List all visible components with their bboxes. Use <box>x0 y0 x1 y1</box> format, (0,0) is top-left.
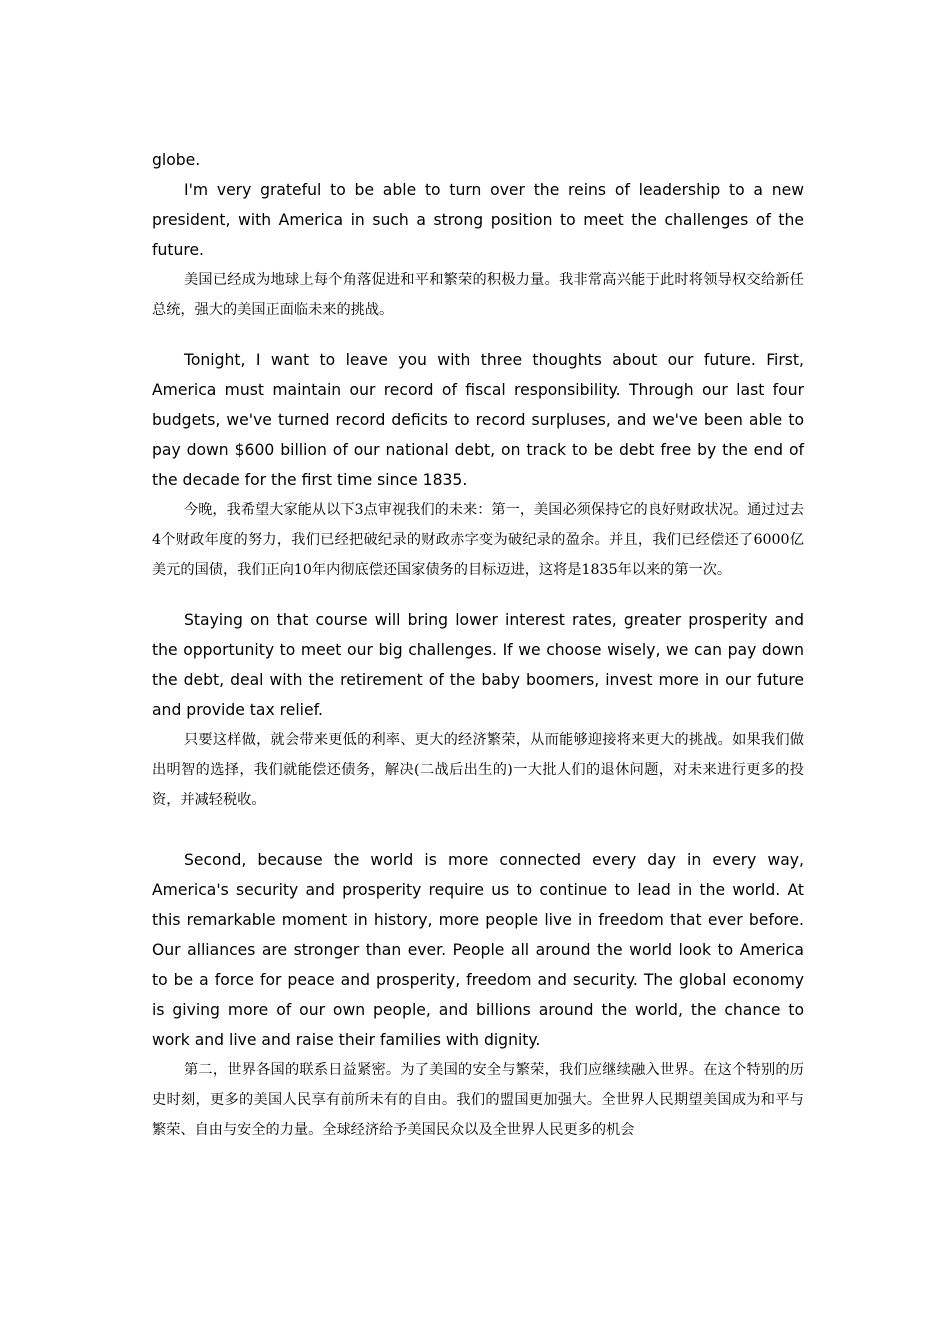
paragraph-grateful-en: I'm very grateful to be able to turn over the reins of leadership to a new president, with America in such a strong position to meet the challenges of the future. <box>152 181 804 259</box>
paragraph-globe: globe. <box>152 151 201 169</box>
paragraph-fiscal-zh: 今晚，我希望大家能从以下3点审视我们的未来：第一，美国必须保持它的良好财政状况。通过过去4个财政年度的努力，我们已经把破纪录的财政赤字变为破纪录的盈余。并且，我们已经偿还了6000亿美元的国债，我们正向10年内彻底偿还国家债务的目标迈进，这将是1835年以来的第一次。 <box>152 502 804 578</box>
paragraph-spacer <box>152 585 804 605</box>
paragraph-course-zh: 只要这样做，就会带来更低的利率、更大的经济繁荣，从而能够迎接将来更大的挑战。如果我们做出明智的选择，我们就能偿还债务，解决(二战后出生的)一大批人们的退休问题，对未来进行更多的投资，并减轻税收。 <box>152 732 804 808</box>
paragraph-course-en: Staying on that course will bring lower interest rates, greater prosperity and the opportunity to meet our big challenges. If we choose wisely, we can pay down the debt, deal with the retirement of the baby boomers, invest more in our future and provide tax relief. <box>152 611 804 719</box>
document-page <box>152 145 804 1145</box>
paragraph-grateful-zh: 美国已经成为地球上每个角落促进和平和繁荣的积极力量。我非常高兴能于此时将领导权交给新任总统，强大的美国正面临未来的挑战。 <box>152 272 804 318</box>
paragraph-fiscal-en: Tonight, I want to leave you with three thoughts about our future. First, America must maintain our record of fiscal responsibility. Through our last four budgets, we've turned record deficits to record surpluses, and we've been able to pay down $600 billion of our national debt, on track to be debt free by the end of the decade for the first time since 1835. <box>152 351 804 489</box>
paragraph-spacer <box>152 325 804 345</box>
paragraph-world-zh: 第二，世界各国的联系日益紧密。为了美国的安全与繁荣，我们应继续融入世界。在这个特别的历史时刻，更多的美国人民享有前所未有的自由。我们的盟国更加强大。全世界人民期望美国成为和平与繁荣、自由与安全的力量。全球经济给予美国民众以及全世界人民更多的机会 <box>152 1062 804 1138</box>
paragraph-spacer <box>152 815 804 845</box>
paragraph-world-en: Second, because the world is more connected every day in every way, America's security and prosperity require us to continue to lead in the world. At this remarkable moment in history, more people live in freedom that ever before. Our alliances are stronger than ever. People all around the world look to America to be a force for peace and prosperity, freedom and security. The global economy is giving more of our own people, and billions around the world, the chance to work and live and raise their families with dignity. <box>152 851 804 1049</box>
